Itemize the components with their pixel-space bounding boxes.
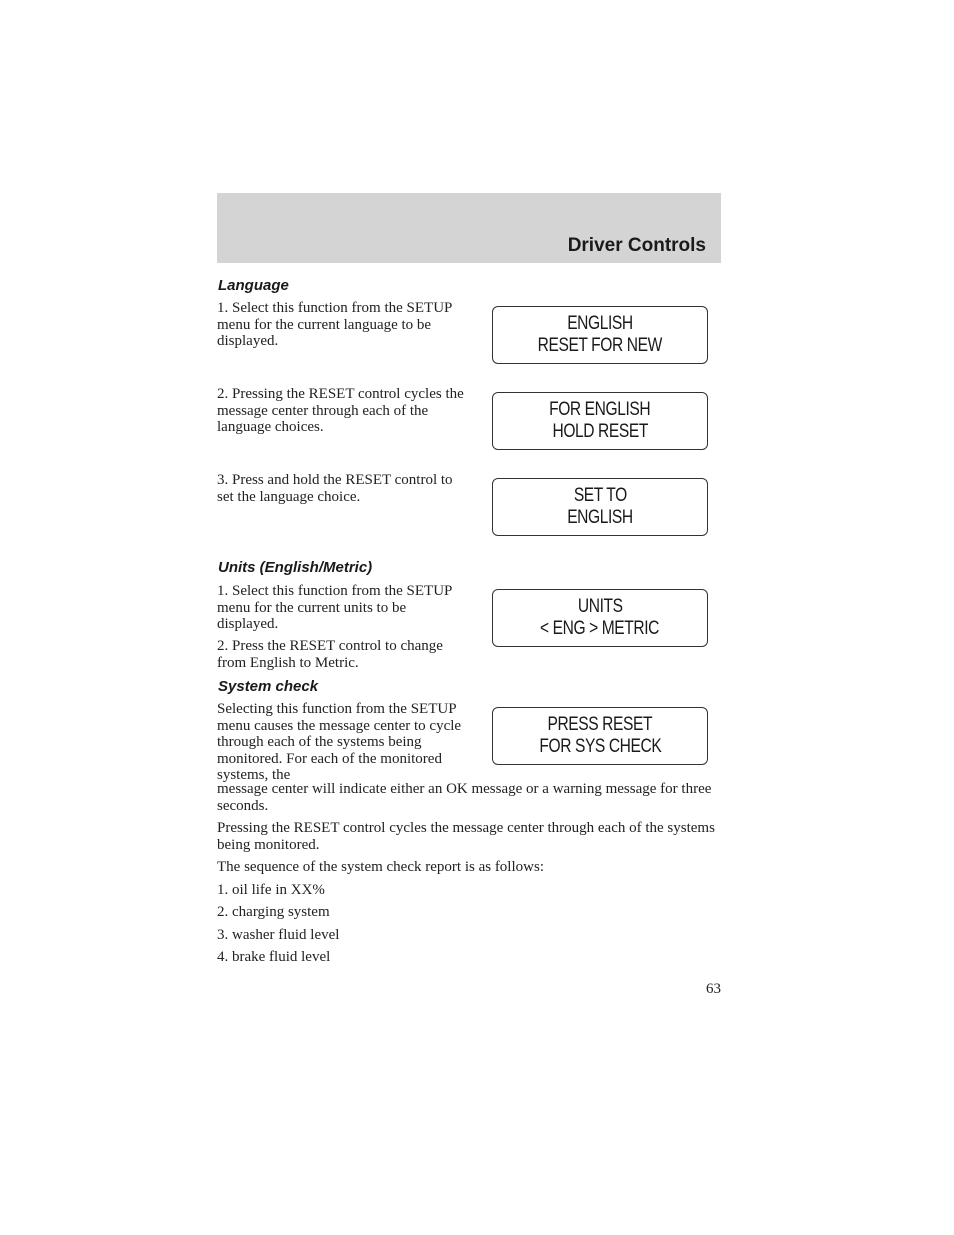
page-number: 63 <box>706 981 721 997</box>
display-line-2: ENGLISH <box>567 507 633 528</box>
message-display-units <box>492 589 708 647</box>
language-heading: Language <box>218 277 289 294</box>
units-heading: Units (English/Metric) <box>218 559 373 576</box>
system-check-heading: System check <box>218 678 319 695</box>
system-check-intro: Selecting this function from the SETUP menu causes the message center to cycle through each of the systems being monitored. For each of the monitored systems, the <box>217 701 462 783</box>
display-line-2: RESET FOR NEW <box>537 335 663 356</box>
message-display-set-to <box>492 478 708 536</box>
section-header-band <box>217 193 721 263</box>
display-line-2: HOLD RESET <box>552 421 648 442</box>
display-line-1: FOR ENGLISH <box>549 399 651 420</box>
units-step-2: 2. Press the RESET control to change from English to Metric. <box>217 638 443 671</box>
message-display-for-english <box>492 392 708 450</box>
section-title: Driver Controls <box>567 235 706 256</box>
display-line-1: SET TO <box>573 485 627 506</box>
message-display-english <box>492 306 708 364</box>
language-step-3: 3. Press and hold the RESET control to set the language choice. <box>217 472 453 505</box>
units-step-1: 1. Select this function from the SETUP menu for the current units to be displayed. <box>217 583 452 632</box>
language-step-1: 1. Select this function from the SETUP menu for the current language to be displayed. <box>217 300 452 349</box>
display-line-1: ENGLISH <box>567 313 633 334</box>
list-item: 4. brake fluid level <box>217 949 331 965</box>
system-check-paragraph-2: Pressing the RESET control cycles the message center through each of the systems being monitored. <box>217 820 715 853</box>
list-item: 2. charging system <box>217 904 330 920</box>
message-display-system-check <box>492 707 708 765</box>
system-check-intro-continued: message center will indicate either an OK message or a warning message for three seconds. <box>217 781 712 814</box>
display-line-2: < ENG > METRIC <box>540 618 660 639</box>
language-step-2: 2. Pressing the RESET control cycles the message center through each of the language choices. <box>217 386 464 435</box>
display-line-1: PRESS RESET <box>547 714 653 735</box>
display-line-1: UNITS <box>577 596 623 617</box>
list-item: 1. oil life in XX% <box>217 882 325 898</box>
list-item: 3. washer fluid level <box>217 927 340 943</box>
system-check-paragraph-3: The sequence of the system check report is as follows: <box>217 859 544 875</box>
display-line-2: FOR SYS CHECK <box>539 736 661 757</box>
